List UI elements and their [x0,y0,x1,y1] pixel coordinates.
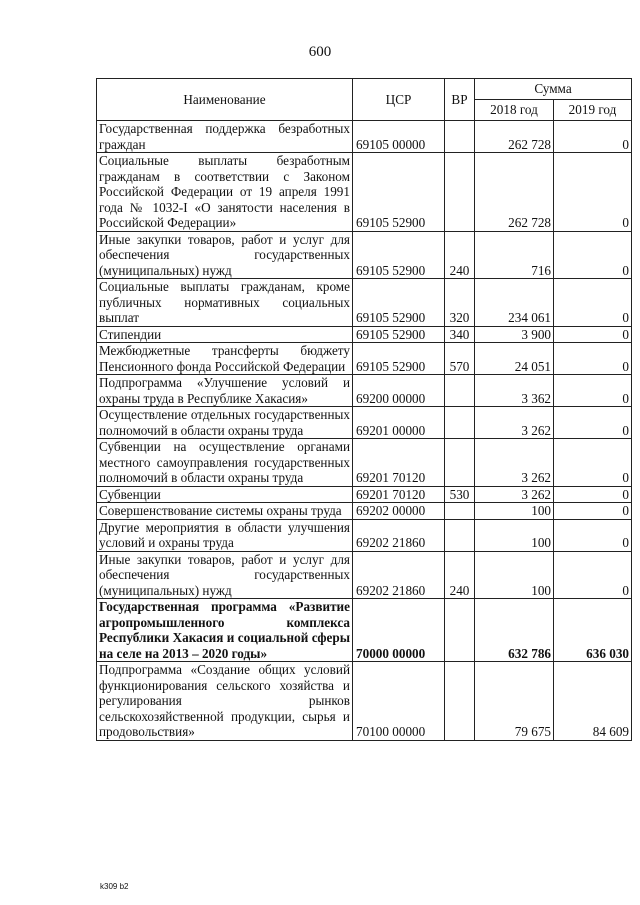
row-name: Субвенции [97,486,353,503]
table-row [97,519,632,551]
header-name: Наименование [97,79,353,121]
table-row [97,121,632,153]
row-2019: 0 [554,519,632,551]
row-vr [445,519,475,551]
row-vr: 570 [445,343,475,375]
row-name: Подпрограмма «Улучшение условий и охраны труда в Республике Хакасия» [97,375,353,407]
row-2018: 262 728 [475,121,554,153]
row-csr: 69201 70120 [353,439,445,487]
header-vr: ВР [445,79,475,121]
row-2018: 262 728 [475,153,554,232]
table-row [97,407,632,439]
row-2019: 0 [554,439,632,487]
row-name: Субвенции на осуществление органами местного самоуправления государственных полномочий в области охраны труда [97,439,353,487]
row-2019: 0 [554,231,632,279]
row-csr: 69201 00000 [353,407,445,439]
table-row [97,662,632,741]
row-2019: 0 [554,121,632,153]
row-2018: 3 362 [475,375,554,407]
row-2018: 234 061 [475,279,554,327]
table-row [97,343,632,375]
row-name: Совершенствование системы охраны труда [97,503,353,520]
row-csr: 70100 00000 [353,662,445,741]
row-vr [445,153,475,232]
row-csr: 69105 52900 [353,231,445,279]
row-name: Государственная программа «Развитие агропромышленного комплекса Республики Хакасия и социальной сферы на селе на 2013 – 2020 годы» [97,599,353,662]
budget-table [96,78,632,741]
header-sum: Сумма [475,79,632,100]
header-2018: 2018 год [475,100,554,121]
table-row [97,599,632,662]
row-csr: 69202 21860 [353,551,445,599]
table-row [97,551,632,599]
row-2018: 3 900 [475,326,554,343]
table-row [97,375,632,407]
row-name: Иные закупки товаров, работ и услуг для обеспечения государственных (муниципальных) нужд [97,231,353,279]
row-vr: 240 [445,551,475,599]
header-2019: 2019 год [554,100,632,121]
table-row [97,231,632,279]
row-vr: 240 [445,231,475,279]
table-row [97,439,632,487]
row-2018: 632 786 [475,599,554,662]
row-2019: 0 [554,375,632,407]
row-csr: 69105 00000 [353,121,445,153]
row-csr: 69105 52900 [353,279,445,327]
footer-code: k309 b2 [100,882,129,891]
row-2019: 0 [554,343,632,375]
row-csr: 69201 70120 [353,486,445,503]
row-2018: 3 262 [475,407,554,439]
header-row [97,79,632,100]
table-row [97,326,632,343]
row-vr [445,503,475,520]
row-name: Иные закупки товаров, работ и услуг для обеспечения государственных (муниципальных) нужд [97,551,353,599]
row-2018: 3 262 [475,439,554,487]
row-2018: 100 [475,519,554,551]
row-2019: 0 [554,551,632,599]
row-2018: 100 [475,551,554,599]
row-name: Стипендии [97,326,353,343]
row-csr: 69105 52900 [353,343,445,375]
table-row [97,279,632,327]
row-csr: 69202 00000 [353,503,445,520]
row-vr [445,121,475,153]
row-name: Социальные выплаты безработным гражданам в соответствии с Законом Российской Федерации от 19 апреля 1991 года № 1032-I «О занятости населения в Российской Федерации» [97,153,353,232]
header-csr: ЦСР [353,79,445,121]
table-row [97,503,632,520]
row-2018: 100 [475,503,554,520]
row-csr: 69200 00000 [353,375,445,407]
row-csr: 69105 52900 [353,153,445,232]
row-vr: 320 [445,279,475,327]
row-2019: 0 [554,153,632,232]
row-2018: 79 675 [475,662,554,741]
table-body [97,121,632,741]
row-csr: 70000 00000 [353,599,445,662]
row-csr: 69105 52900 [353,326,445,343]
row-name: Социальные выплаты гражданам, кроме публичных нормативных социальных выплат [97,279,353,327]
row-2019: 0 [554,326,632,343]
table-row [97,486,632,503]
row-name: Межбюджетные трансферты бюджету Пенсионного фонда Российской Федерации [97,343,353,375]
row-name: Государственная поддержка безработных граждан [97,121,353,153]
row-vr: 530 [445,486,475,503]
row-2019: 0 [554,279,632,327]
row-vr [445,375,475,407]
row-csr: 69202 21860 [353,519,445,551]
row-2018: 24 051 [475,343,554,375]
row-vr [445,599,475,662]
page-number: 600 [308,44,332,60]
row-vr [445,439,475,487]
table-row [97,153,632,232]
row-name: Осуществление отдельных государственных полномочий в области охраны труда [97,407,353,439]
row-vr [445,407,475,439]
row-2019: 0 [554,503,632,520]
row-2019: 84 609 [554,662,632,741]
row-2019: 0 [554,407,632,439]
row-2019: 0 [554,486,632,503]
row-vr: 340 [445,326,475,343]
row-2019: 636 030 [554,599,632,662]
row-vr [445,662,475,741]
row-name: Подпрограмма «Создание общих условий функционирования сельского хозяйства и регулирования рынков сельскохозяйственной продукции, сырья и продовольствия» [97,662,353,741]
row-name: Другие мероприятия в области улучшения условий и охраны труда [97,519,353,551]
row-2018: 716 [475,231,554,279]
row-2018: 3 262 [475,486,554,503]
